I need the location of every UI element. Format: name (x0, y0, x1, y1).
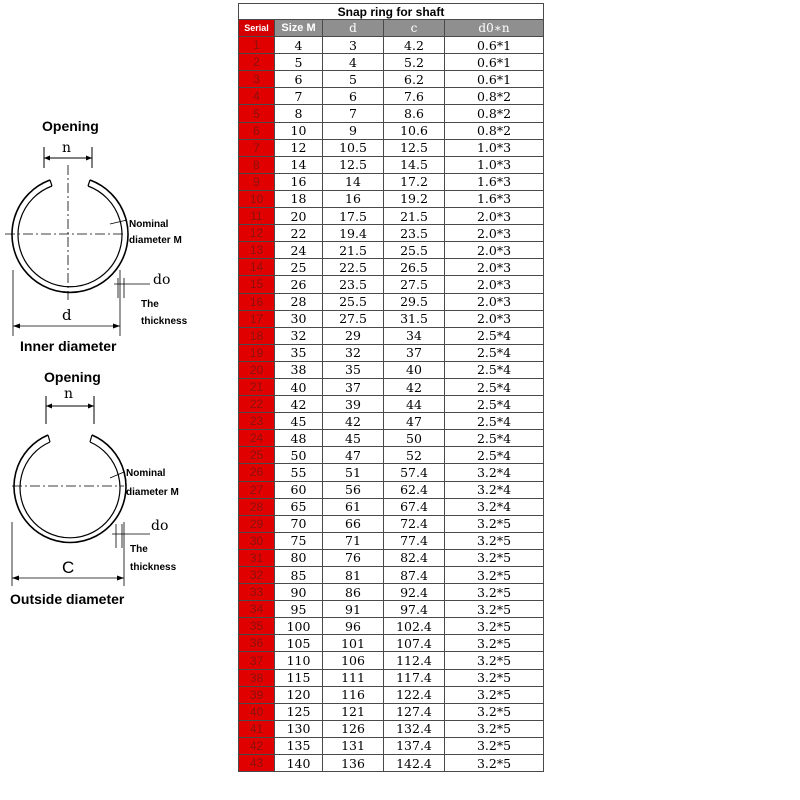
c-cell: 6.2 (384, 71, 445, 88)
d-cell: 111 (323, 669, 384, 686)
d0n-cell: 2.0*3 (445, 259, 544, 276)
d0n-cell: 2.0*3 (445, 208, 544, 225)
c-cell: 52 (384, 447, 445, 464)
d-cell: 35 (323, 361, 384, 378)
d-cell: 61 (323, 498, 384, 515)
d-cell: 45 (323, 430, 384, 447)
d0n-cell: 3.2*5 (445, 532, 544, 549)
gap-symbol: n (62, 140, 72, 156)
table-row (239, 755, 544, 772)
size-cell: 60 (275, 481, 323, 498)
outer-ring-drawing (0, 362, 230, 612)
c-cell: 62.4 (384, 481, 445, 498)
size-cell: 85 (275, 567, 323, 584)
serial-cell: 36 (239, 635, 275, 652)
table-row (239, 567, 544, 584)
table-row (239, 327, 544, 344)
c-cell: 127.4 (384, 703, 445, 720)
d-cell: 25.5 (323, 293, 384, 310)
d-dimension-symbol: d (62, 306, 72, 324)
table-row (239, 635, 544, 652)
serial-cell: 10 (239, 190, 275, 207)
c-cell: 50 (384, 430, 445, 447)
d0n-cell: 2.0*3 (445, 310, 544, 327)
d-cell: 4 (323, 54, 384, 71)
header-d: d (323, 20, 384, 37)
table-row (239, 669, 544, 686)
size-cell: 115 (275, 669, 323, 686)
d0n-cell: 3.2*5 (445, 584, 544, 601)
gap-symbol: n (64, 386, 74, 402)
c-cell: 37 (384, 344, 445, 361)
c-cell: 34 (384, 327, 445, 344)
c-cell: 17.2 (384, 173, 445, 190)
table-row (239, 310, 544, 327)
d-cell: 27.5 (323, 310, 384, 327)
d-cell: 51 (323, 464, 384, 481)
table-row (239, 532, 544, 549)
c-cell: 4.2 (384, 37, 445, 54)
c-cell: 112.4 (384, 652, 445, 669)
d0n-cell: 2.5*4 (445, 361, 544, 378)
d0n-cell: 0.8*2 (445, 122, 544, 139)
d-cell: 131 (323, 737, 384, 754)
size-cell: 28 (275, 293, 323, 310)
size-cell: 20 (275, 208, 323, 225)
serial-cell: 1 (239, 37, 275, 54)
size-cell: 7 (275, 88, 323, 105)
c-cell: 87.4 (384, 567, 445, 584)
d0n-cell: 3.2*5 (445, 720, 544, 737)
c-cell: 137.4 (384, 737, 445, 754)
c-cell: 10.6 (384, 122, 445, 139)
table-row (239, 173, 544, 190)
table-row (239, 686, 544, 703)
serial-cell: 14 (239, 259, 275, 276)
c-cell: 97.4 (384, 601, 445, 618)
serial-cell: 2 (239, 54, 275, 71)
nominal-label-line2: diameter M (126, 487, 179, 498)
d0n-cell: 2.5*4 (445, 447, 544, 464)
c-cell: 31.5 (384, 310, 445, 327)
serial-cell: 13 (239, 242, 275, 259)
serial-cell: 42 (239, 737, 275, 754)
size-cell: 120 (275, 686, 323, 703)
d0n-cell: 0.6*1 (445, 37, 544, 54)
size-cell: 105 (275, 635, 323, 652)
table-row (239, 190, 544, 207)
size-cell: 24 (275, 242, 323, 259)
c-cell: 19.2 (384, 190, 445, 207)
table-title: Snap ring for shaft (239, 4, 544, 20)
serial-cell: 11 (239, 208, 275, 225)
c-cell: 44 (384, 396, 445, 413)
thickness-label: The (130, 544, 148, 555)
serial-cell: 27 (239, 481, 275, 498)
serial-cell: 26 (239, 464, 275, 481)
thickness-label: The (141, 299, 159, 310)
header-c: c (384, 20, 445, 37)
c-cell: 12.5 (384, 139, 445, 156)
d0-symbol: do (153, 272, 171, 288)
size-cell: 95 (275, 601, 323, 618)
d-cell: 106 (323, 652, 384, 669)
d-cell: 17.5 (323, 208, 384, 225)
size-cell: 100 (275, 618, 323, 635)
d0n-cell: 3.2*5 (445, 737, 544, 754)
size-cell: 35 (275, 344, 323, 361)
d-cell: 81 (323, 567, 384, 584)
c-cell: 25.5 (384, 242, 445, 259)
serial-cell: 8 (239, 156, 275, 173)
snap-ring-table (238, 3, 544, 772)
d0n-cell: 2.5*4 (445, 344, 544, 361)
size-cell: 30 (275, 310, 323, 327)
table-row (239, 378, 544, 395)
d-cell: 3 (323, 37, 384, 54)
c-cell: 47 (384, 413, 445, 430)
serial-cell: 18 (239, 327, 275, 344)
table-row (239, 413, 544, 430)
c-cell: 72.4 (384, 515, 445, 532)
d-cell: 16 (323, 190, 384, 207)
d0n-cell: 2.0*3 (445, 276, 544, 293)
c-cell: 82.4 (384, 549, 445, 566)
thickness-label-line2: thickness (141, 316, 188, 327)
table-row (239, 54, 544, 71)
size-cell: 50 (275, 447, 323, 464)
table-row (239, 703, 544, 720)
table-row (239, 344, 544, 361)
d0n-cell: 2.5*4 (445, 430, 544, 447)
c-cell: 57.4 (384, 464, 445, 481)
serial-cell: 6 (239, 122, 275, 139)
size-cell: 18 (275, 190, 323, 207)
d0n-cell: 3.2*4 (445, 464, 544, 481)
d0n-cell: 0.6*1 (445, 71, 544, 88)
d0n-cell: 2.0*3 (445, 293, 544, 310)
table-row (239, 498, 544, 515)
size-cell: 22 (275, 225, 323, 242)
d-cell: 12.5 (323, 156, 384, 173)
nominal-label: Nominal (129, 219, 169, 230)
d0n-cell: 1.6*3 (445, 190, 544, 207)
d-cell: 86 (323, 584, 384, 601)
table-row (239, 276, 544, 293)
serial-cell: 19 (239, 344, 275, 361)
size-cell: 65 (275, 498, 323, 515)
size-cell: 90 (275, 584, 323, 601)
c-cell: 132.4 (384, 720, 445, 737)
serial-cell: 20 (239, 361, 275, 378)
d0-symbol: do (151, 518, 169, 534)
size-cell: 16 (275, 173, 323, 190)
table-row (239, 601, 544, 618)
size-cell: 42 (275, 396, 323, 413)
table-row (239, 737, 544, 754)
d-cell: 6 (323, 88, 384, 105)
d0n-cell: 3.2*5 (445, 635, 544, 652)
serial-cell: 5 (239, 105, 275, 122)
table-row (239, 481, 544, 498)
c-cell: 102.4 (384, 618, 445, 635)
size-cell: 26 (275, 276, 323, 293)
size-cell: 110 (275, 652, 323, 669)
d-cell: 39 (323, 396, 384, 413)
table-row (239, 447, 544, 464)
d0n-cell: 1.0*3 (445, 139, 544, 156)
table-row (239, 549, 544, 566)
serial-cell: 31 (239, 549, 275, 566)
c-cell: 122.4 (384, 686, 445, 703)
d0n-cell: 0.6*1 (445, 54, 544, 71)
d0n-cell: 2.5*4 (445, 396, 544, 413)
d0n-cell: 2.5*4 (445, 413, 544, 430)
size-cell: 4 (275, 37, 323, 54)
table-row (239, 720, 544, 737)
d-cell: 71 (323, 532, 384, 549)
d-cell: 96 (323, 618, 384, 635)
size-cell: 32 (275, 327, 323, 344)
size-cell: 80 (275, 549, 323, 566)
d-cell: 121 (323, 703, 384, 720)
d0n-cell: 2.5*4 (445, 327, 544, 344)
d-cell: 32 (323, 344, 384, 361)
c-cell: 42 (384, 378, 445, 395)
table-row (239, 361, 544, 378)
table-row (239, 88, 544, 105)
d-cell: 5 (323, 71, 384, 88)
d0n-cell: 3.2*5 (445, 618, 544, 635)
c-cell: 27.5 (384, 276, 445, 293)
c-cell: 26.5 (384, 259, 445, 276)
table-row (239, 242, 544, 259)
outside-diameter-caption: Outside diameter (10, 591, 125, 607)
table-row (239, 71, 544, 88)
size-cell: 14 (275, 156, 323, 173)
size-cell: 5 (275, 54, 323, 71)
d0n-cell: 1.0*3 (445, 156, 544, 173)
c-cell: 29.5 (384, 293, 445, 310)
d-cell: 76 (323, 549, 384, 566)
opening-label: Opening (42, 118, 99, 134)
serial-cell: 3 (239, 71, 275, 88)
size-cell: 75 (275, 532, 323, 549)
d-cell: 136 (323, 755, 384, 772)
serial-cell: 34 (239, 601, 275, 618)
d-cell: 29 (323, 327, 384, 344)
serial-cell: 12 (239, 225, 275, 242)
d-cell: 14 (323, 173, 384, 190)
inner-diameter-diagram (0, 110, 230, 360)
table-row (239, 515, 544, 532)
inner-diameter-caption: Inner diameter (20, 338, 117, 354)
c-cell: 40 (384, 361, 445, 378)
d-cell: 42 (323, 413, 384, 430)
table-row (239, 293, 544, 310)
size-cell: 25 (275, 259, 323, 276)
d0n-cell: 2.0*3 (445, 242, 544, 259)
size-cell: 40 (275, 378, 323, 395)
d0n-cell: 3.2*5 (445, 515, 544, 532)
serial-cell: 43 (239, 755, 275, 772)
d-cell: 47 (323, 447, 384, 464)
serial-cell: 7 (239, 139, 275, 156)
table-row (239, 139, 544, 156)
nominal-label: Nominal (126, 468, 166, 479)
size-cell: 6 (275, 71, 323, 88)
serial-cell: 21 (239, 378, 275, 395)
size-cell: 130 (275, 720, 323, 737)
serial-cell: 37 (239, 652, 275, 669)
c-cell: 23.5 (384, 225, 445, 242)
c-cell: 14.5 (384, 156, 445, 173)
table-row (239, 396, 544, 413)
d-cell: 23.5 (323, 276, 384, 293)
d0n-cell: 3.2*5 (445, 549, 544, 566)
c-cell: 67.4 (384, 498, 445, 515)
serial-cell: 40 (239, 703, 275, 720)
d0n-cell: 3.2*4 (445, 481, 544, 498)
serial-cell: 38 (239, 669, 275, 686)
d0n-cell: 2.5*4 (445, 378, 544, 395)
d-cell: 101 (323, 635, 384, 652)
size-cell: 135 (275, 737, 323, 754)
size-cell: 125 (275, 703, 323, 720)
size-cell: 12 (275, 139, 323, 156)
serial-cell: 25 (239, 447, 275, 464)
d-cell: 56 (323, 481, 384, 498)
c-cell: 21.5 (384, 208, 445, 225)
c-cell: 142.4 (384, 755, 445, 772)
table-row (239, 652, 544, 669)
d0n-cell: 3.2*5 (445, 601, 544, 618)
serial-cell: 9 (239, 173, 275, 190)
d0n-cell: 3.2*5 (445, 703, 544, 720)
serial-cell: 28 (239, 498, 275, 515)
table-row (239, 225, 544, 242)
d0n-cell: 3.2*5 (445, 669, 544, 686)
d-cell: 22.5 (323, 259, 384, 276)
c-cell: 5.2 (384, 54, 445, 71)
outside-diameter-diagram (0, 362, 230, 612)
table-row (239, 37, 544, 54)
d0n-cell: 0.8*2 (445, 105, 544, 122)
d-cell: 7 (323, 105, 384, 122)
serial-cell: 23 (239, 413, 275, 430)
header-d0n: d0∗n (445, 20, 544, 37)
c-cell: 92.4 (384, 584, 445, 601)
size-cell: 70 (275, 515, 323, 532)
d-cell: 66 (323, 515, 384, 532)
c-cell: 77.4 (384, 532, 445, 549)
table-row (239, 259, 544, 276)
c-dimension-symbol: C (62, 558, 75, 577)
serial-cell: 24 (239, 430, 275, 447)
table-row (239, 105, 544, 122)
serial-cell: 17 (239, 310, 275, 327)
table-row (239, 618, 544, 635)
d0n-cell: 1.6*3 (445, 173, 544, 190)
table-title-row (239, 4, 544, 20)
nominal-label-line2: diameter M (129, 235, 182, 246)
size-cell: 140 (275, 755, 323, 772)
c-cell: 8.6 (384, 105, 445, 122)
size-cell: 48 (275, 430, 323, 447)
table-row (239, 464, 544, 481)
size-cell: 55 (275, 464, 323, 481)
table-row (239, 430, 544, 447)
inner-ring-drawing (0, 110, 230, 360)
d-cell: 10.5 (323, 139, 384, 156)
serial-cell: 33 (239, 584, 275, 601)
table-row (239, 208, 544, 225)
serial-cell: 32 (239, 567, 275, 584)
table-row (239, 122, 544, 139)
serial-cell: 22 (239, 396, 275, 413)
size-cell: 10 (275, 122, 323, 139)
serial-cell: 39 (239, 686, 275, 703)
d0n-cell: 0.8*2 (445, 88, 544, 105)
serial-cell: 35 (239, 618, 275, 635)
d-cell: 37 (323, 378, 384, 395)
serial-cell: 16 (239, 293, 275, 310)
serial-cell: 41 (239, 720, 275, 737)
d0n-cell: 3.2*5 (445, 652, 544, 669)
serial-cell: 29 (239, 515, 275, 532)
d-cell: 116 (323, 686, 384, 703)
table-header-row (239, 20, 544, 37)
serial-cell: 30 (239, 532, 275, 549)
table-row (239, 584, 544, 601)
table-body (239, 37, 544, 772)
d0n-cell: 2.0*3 (445, 225, 544, 242)
d0n-cell: 3.2*5 (445, 567, 544, 584)
d0n-cell: 3.2*4 (445, 498, 544, 515)
opening-label: Opening (44, 369, 101, 385)
d0n-cell: 3.2*5 (445, 755, 544, 772)
table-row (239, 156, 544, 173)
d0n-cell: 3.2*5 (445, 686, 544, 703)
c-cell: 107.4 (384, 635, 445, 652)
size-cell: 38 (275, 361, 323, 378)
header-serial: Serial (239, 20, 275, 37)
d-cell: 126 (323, 720, 384, 737)
size-cell: 8 (275, 105, 323, 122)
serial-cell: 4 (239, 88, 275, 105)
serial-cell: 15 (239, 276, 275, 293)
d-cell: 21.5 (323, 242, 384, 259)
d-cell: 91 (323, 601, 384, 618)
header-size: Size M (275, 20, 323, 37)
thickness-label-line2: thickness (130, 562, 177, 573)
d-cell: 9 (323, 122, 384, 139)
c-cell: 7.6 (384, 88, 445, 105)
size-cell: 45 (275, 413, 323, 430)
d-cell: 19.4 (323, 225, 384, 242)
c-cell: 117.4 (384, 669, 445, 686)
